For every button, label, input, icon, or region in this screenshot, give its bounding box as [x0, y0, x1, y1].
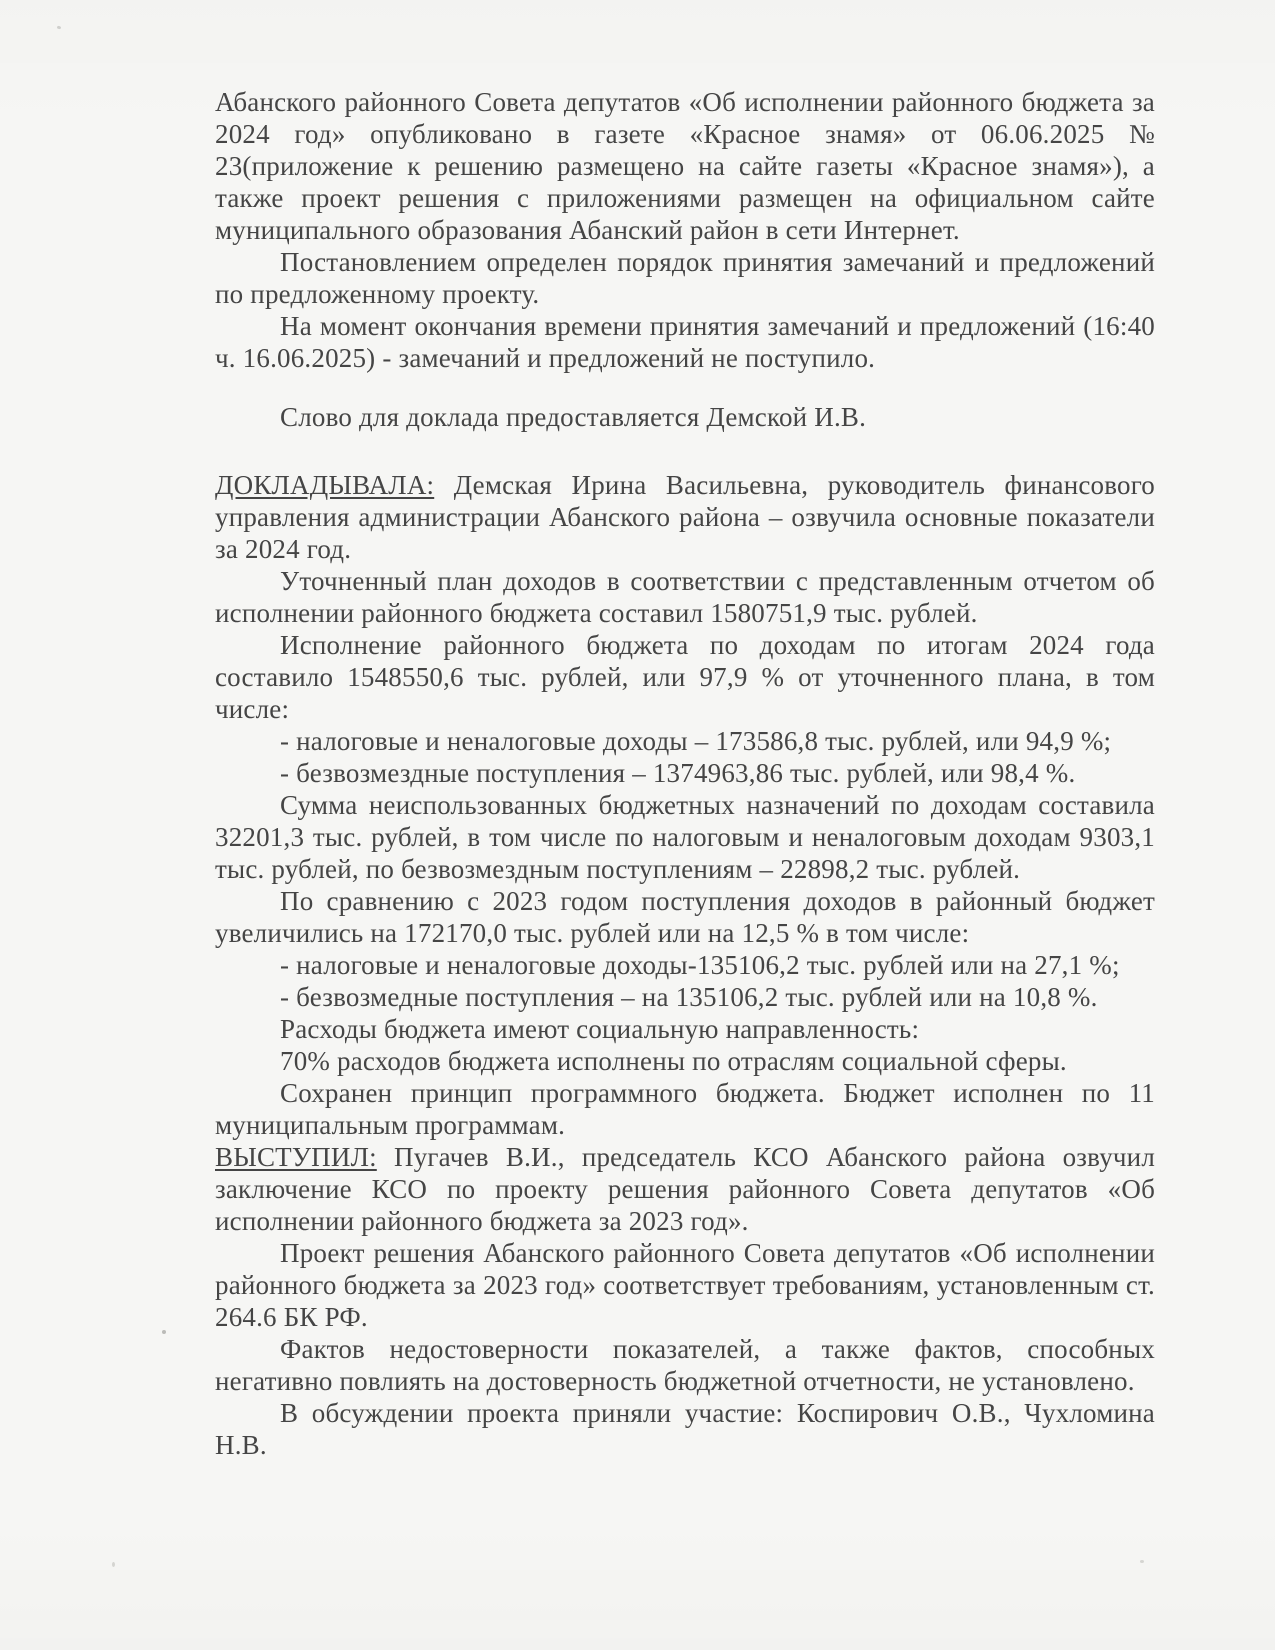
paragraph-text: Пугачев В.И., председатель КСО Абанского района озвучил заключение КСО по проекту решения районного Совета депутатов «Об исполнении районного бюджета за 2023 год». [215, 1142, 1155, 1236]
scan-speck [162, 1330, 166, 1334]
paragraph: Проект решения Абанского районного Совета депутатов «Об исполнении районного бюджета за 2023 год» соответствует требованиям, установленным ст. 264.6 БК РФ. [215, 1238, 1155, 1332]
document-body [215, 86, 1155, 1461]
paragraph [215, 1141, 1155, 1237]
speaker-label: ДОКЛАДЫВАЛА: [215, 470, 435, 500]
paragraph: - безвозмездные поступления – 1374963,86 тыс. рублей, или 98,4 %. [280, 758, 1076, 788]
paragraph: Сохранен принцип программного бюджета. Бюджет исполнен по 11 муниципальным программам. [215, 1078, 1155, 1140]
scan-speck [112, 1562, 115, 1567]
scan-speck [57, 25, 62, 29]
paragraph: Уточненный план доходов в соответствии с представленным отчетом об исполнении районного бюджета составил 1580751,9 тыс. рублей. [215, 566, 1155, 628]
paragraph [215, 469, 1155, 565]
paragraph: Расходы бюджета имеют социальную направленность: [280, 1014, 920, 1044]
paragraph: Постановлением определен порядок принятия замечаний и предложений по предложенному проекту. [215, 247, 1155, 309]
paragraph: Фактов недостоверности показателей, а также фактов, способных негативно повлиять на достоверность бюджетной отчетности, не установлено. [215, 1334, 1155, 1396]
paragraph: Абанского районного Совета депутатов «Об исполнении районного бюджета за 2024 год» опубликовано в газете «Красное знамя» от 06.06.2025 № 23(приложение к решению размещено на сайте газеты «Красное знамя»), а также проект решения с приложениями размещен на официальном сайте муниципального образования Абанский район в сети Интернет. [215, 87, 1155, 245]
paragraph: В обсуждении проекта приняли участие: Коспирович О.В., Чухломина Н.В. [215, 1398, 1155, 1460]
paragraph: На момент окончания времени принятия замечаний и предложений (16:40 ч. 16.06.2025) - замечаний и предложений не поступило. [215, 311, 1155, 373]
paragraph: Исполнение районного бюджета по доходам по итогам 2024 года составило 1548550,6 тыс. рублей, или 97,9 % от уточненного плана, в том числе: [215, 630, 1155, 724]
paragraph: - налоговые и неналоговые доходы-135106,2 тыс. рублей или на 27,1 %; [280, 950, 1120, 980]
paragraph: - безвозмедные поступления – на 135106,2 тыс. рублей или на 10,8 %. [280, 982, 1098, 1012]
paragraph: Слово для доклада предоставляется Демской И.В. [280, 402, 867, 432]
paragraph: Сумма неиспользованных бюджетных назначений по доходам составила 32201,3 тыс. рублей, в том числе по налоговым и неналоговым доходам 9303,1 тыс. рублей, по безвозмездным поступлениям – 22898,2 тыс. рублей. [215, 790, 1155, 884]
paragraph: - налоговые и неналоговые доходы – 173586,8 тыс. рублей, или 94,9 %; [280, 726, 1112, 756]
paragraph: 70% расходов бюджета исполнены по отраслям социальной сферы. [280, 1046, 1067, 1076]
speaker-label: ВЫСТУПИЛ: [215, 1142, 377, 1172]
paragraph-text: Демская Ирина Васильевна, руководитель финансового управления администрации Абанского района – озвучила основные показатели за 2024 год. [215, 470, 1155, 564]
paragraph: По сравнению с 2023 годом поступления доходов в районный бюджет увеличились на 172170,0 тыс. рублей или на 12,5 % в том числе: [215, 886, 1155, 948]
scan-speck [1140, 1560, 1144, 1563]
